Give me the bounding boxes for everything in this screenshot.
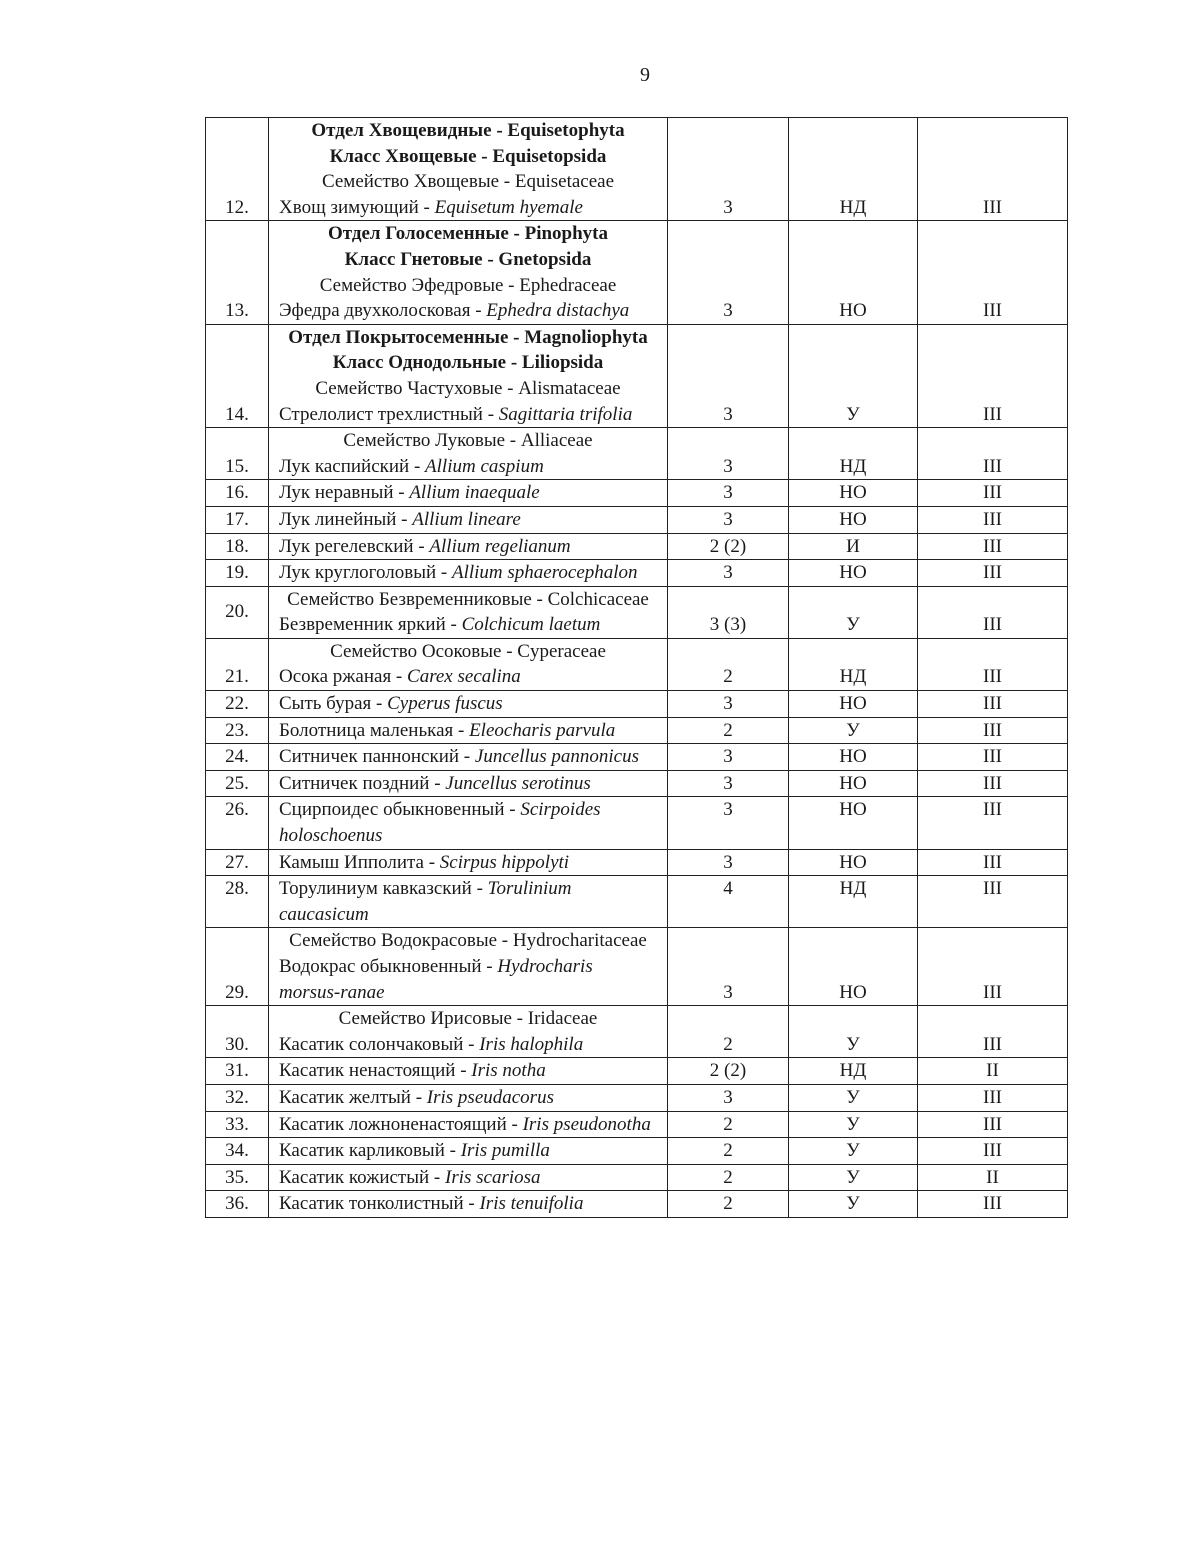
priority-cell: III <box>918 849 1068 876</box>
species-name-cell <box>269 744 668 771</box>
species-name <box>279 534 657 560</box>
row-number: 24. <box>206 744 269 771</box>
category-cell: 3 (3) <box>668 586 789 638</box>
species-name <box>279 771 657 797</box>
priority-cell: III <box>918 770 1068 797</box>
species-name-ru: Торулиниум кавказский - <box>279 878 488 900</box>
species-name-cell <box>269 1006 668 1058</box>
species-name-latin: Allium caspium <box>425 455 544 477</box>
species-name-cell <box>269 1138 668 1165</box>
table-row <box>206 221 1068 324</box>
category-cell: 3 <box>668 480 789 507</box>
species-name <box>279 560 657 586</box>
table-row <box>206 928 1068 1006</box>
category-cell: 2 <box>668 717 789 744</box>
table-row <box>206 744 1068 771</box>
species-name-latin: Juncellus serotinus <box>445 772 591 794</box>
status-cell: И <box>789 533 918 560</box>
species-name-latin: Iris pseudacorus <box>426 1086 554 1108</box>
species-name <box>279 612 657 638</box>
species-name-latin: Iris pumilla <box>460 1140 550 1162</box>
table-row <box>206 1191 1068 1218</box>
row-number: 28. <box>206 876 269 928</box>
species-name-cell <box>269 221 668 324</box>
species-name-latin: Allium inaequale <box>409 482 540 504</box>
category-cell: 3 <box>668 506 789 533</box>
species-name-ru: Лук неравный - <box>279 482 410 504</box>
species-name-cell <box>269 770 668 797</box>
priority-cell: III <box>918 118 1068 221</box>
category-cell: 2 (2) <box>668 533 789 560</box>
species-name-ru: Касатик карликовый - <box>279 1140 461 1162</box>
species-name-cell <box>269 1058 668 1085</box>
species-name-ru: Касатик желтый - <box>279 1086 427 1108</box>
status-cell: НД <box>789 638 918 690</box>
category-cell: 3 <box>668 744 789 771</box>
species-name-cell <box>269 638 668 690</box>
priority-cell: III <box>918 560 1068 587</box>
row-number: 35. <box>206 1164 269 1191</box>
table-row <box>206 1111 1068 1138</box>
family-header: Семейство Безвременниковые - Colchicaceae <box>287 588 649 610</box>
family-header: Семейство Ирисовые - Iridaceae <box>338 1008 598 1030</box>
species-name-latin: Iris tenuifolia <box>479 1193 584 1215</box>
category-cell: 2 <box>668 1164 789 1191</box>
priority-cell: III <box>918 797 1068 849</box>
species-name <box>279 507 657 533</box>
species-name-ru: Ситничек паннонский - <box>279 746 475 768</box>
table-row <box>206 118 1068 221</box>
species-name-latin: Torulinium caucasicum <box>279 878 572 925</box>
species-name-cell <box>269 1191 668 1218</box>
species-name-ru: Водокрас обыкновенный - <box>279 956 498 977</box>
row-number: 12. <box>206 118 269 221</box>
species-name-cell <box>269 717 668 744</box>
taxon-header: Класс Однодольные - Liliopsida <box>332 352 604 374</box>
taxon-header: Отдел Голосеменные - Pinophyta <box>327 223 609 245</box>
table-row <box>206 586 1068 638</box>
category-cell: 3 <box>668 1084 789 1111</box>
category-cell: 3 <box>668 118 789 221</box>
category-cell: 3 <box>668 691 789 718</box>
table-row <box>206 506 1068 533</box>
table-row <box>206 638 1068 690</box>
species-name-latin: Iris notha <box>471 1060 546 1082</box>
row-number: 32. <box>206 1084 269 1111</box>
row-number: 30. <box>206 1006 269 1058</box>
priority-cell: III <box>918 691 1068 718</box>
species-name-latin: Cyperus fuscus <box>387 693 503 715</box>
table-row <box>206 770 1068 797</box>
species-name <box>279 744 657 770</box>
species-name-cell <box>269 928 668 1006</box>
species-name-cell <box>269 797 668 849</box>
species-name <box>279 691 657 717</box>
row-number: 33. <box>206 1111 269 1138</box>
species-name-latin: Allium lineare <box>412 508 521 530</box>
category-cell: 3 <box>668 560 789 587</box>
species-name <box>279 850 657 876</box>
species-name-ru: Камыш Ипполита - <box>279 851 440 873</box>
table-row <box>206 1164 1068 1191</box>
species-name <box>279 1165 657 1191</box>
taxon-header: Класс Гнетовые - Gnetopsida <box>344 248 592 270</box>
category-cell: 2 <box>668 638 789 690</box>
species-name <box>279 1085 657 1111</box>
priority-cell: III <box>918 1111 1068 1138</box>
category-cell: 3 <box>668 849 789 876</box>
species-name-latin: Scirpoides holoschoenus <box>279 799 601 847</box>
row-number: 25. <box>206 770 269 797</box>
family-header: Семейство Хвощевые - Equisetaceae <box>321 171 615 193</box>
category-cell: 2 <box>668 1006 789 1058</box>
table-row <box>206 876 1068 928</box>
species-name-ru: Осока ржаная - <box>279 666 408 688</box>
family-header: Семейство Осоковые - Cyperaceae <box>330 640 606 662</box>
species-name <box>279 1112 657 1138</box>
status-cell: У <box>789 1006 918 1058</box>
taxon-header: Отдел Покрытосеменные - Magnoliophyta <box>288 326 648 348</box>
status-cell: НО <box>789 849 918 876</box>
row-number: 29. <box>206 928 269 1006</box>
species-name-ru: Касатик кожистый - <box>279 1166 445 1188</box>
row-number: 36. <box>206 1191 269 1218</box>
category-cell: 4 <box>668 876 789 928</box>
species-name-cell <box>269 1111 668 1138</box>
species-name <box>279 480 657 506</box>
species-name <box>279 1058 657 1084</box>
species-name-ru: Лук линейный - <box>279 508 413 530</box>
status-cell: НО <box>789 506 918 533</box>
status-cell: У <box>789 717 918 744</box>
species-name-cell <box>269 118 668 221</box>
species-name <box>279 454 657 480</box>
species-name-ru: Стрелолист трехлистный - <box>279 403 499 425</box>
species-name-latin: Ephedra distachya <box>486 300 630 322</box>
row-number: 20. <box>206 586 269 638</box>
category-cell: 3 <box>668 324 789 427</box>
species-name-ru: Касатик солончаковый - <box>279 1033 480 1055</box>
species-name-latin: Iris halophila <box>479 1033 584 1055</box>
species-name-ru: Касатик ненастоящий - <box>279 1060 472 1082</box>
species-name-cell <box>269 876 668 928</box>
table-row <box>206 560 1068 587</box>
species-name-latin: Iris pseudonotha <box>522 1113 651 1135</box>
status-cell: НО <box>789 221 918 324</box>
status-cell: НД <box>789 428 918 480</box>
species-name-ru: Касатик тонколистный - <box>279 1193 480 1215</box>
row-number: 18. <box>206 533 269 560</box>
species-name <box>279 1191 657 1217</box>
category-cell: 2 (2) <box>668 1058 789 1085</box>
table-row <box>206 533 1068 560</box>
species-name-cell <box>269 691 668 718</box>
species-name-latin: Iris scariosa <box>445 1166 541 1188</box>
species-name <box>279 718 657 744</box>
species-name-cell <box>269 480 668 507</box>
category-cell: 3 <box>668 797 789 849</box>
table-row <box>206 428 1068 480</box>
species-name-latin: Colchicum laetum <box>461 614 601 636</box>
row-number: 23. <box>206 717 269 744</box>
species-table <box>205 117 1068 1218</box>
row-number: 31. <box>206 1058 269 1085</box>
row-number: 27. <box>206 849 269 876</box>
species-name-ru: Хвощ зимующий - <box>279 196 435 218</box>
table-row <box>206 480 1068 507</box>
status-cell: У <box>789 324 918 427</box>
category-cell: 2 <box>668 1138 789 1165</box>
priority-cell: III <box>918 533 1068 560</box>
species-name-ru: Касатик ложноненастоящий - <box>279 1113 523 1135</box>
species-name-latin: Sagittaria trifolia <box>498 403 633 425</box>
table-row <box>206 324 1068 427</box>
species-name-ru: Сыть бурая - <box>279 693 388 715</box>
table-row <box>206 849 1068 876</box>
row-number: 22. <box>206 691 269 718</box>
status-cell: У <box>789 1138 918 1165</box>
table-row <box>206 691 1068 718</box>
priority-cell: III <box>918 1006 1068 1058</box>
status-cell: НО <box>789 770 918 797</box>
status-cell: У <box>789 1084 918 1111</box>
species-name <box>279 402 657 428</box>
category-cell: 2 <box>668 1191 789 1218</box>
row-number: 13. <box>206 221 269 324</box>
status-cell: НО <box>789 691 918 718</box>
status-cell: НД <box>789 876 918 928</box>
category-cell: 3 <box>668 221 789 324</box>
species-name-ru: Ситничек поздний - <box>279 772 446 794</box>
priority-cell: II <box>918 1058 1068 1085</box>
species-name <box>279 954 657 1005</box>
species-name-cell <box>269 849 668 876</box>
species-name-latin: Allium regelianum <box>429 535 571 557</box>
page-number: 9 <box>640 64 650 86</box>
row-number: 17. <box>206 506 269 533</box>
status-cell: НО <box>789 744 918 771</box>
family-header: Семейство Луковые - Alliaceae <box>343 430 593 452</box>
taxon-header: Отдел Хвощевидные - Equisetophyta <box>311 120 625 141</box>
status-cell: НО <box>789 560 918 587</box>
row-number: 16. <box>206 480 269 507</box>
table-row <box>206 717 1068 744</box>
species-name-ru: Эфедра двухколосковая - <box>279 300 487 322</box>
row-number: 34. <box>206 1138 269 1165</box>
priority-cell: III <box>918 876 1068 928</box>
category-cell: 3 <box>668 770 789 797</box>
priority-cell: III <box>918 717 1068 744</box>
table-row <box>206 1006 1068 1058</box>
taxon-header: Класс Хвощевые - Equisetopsida <box>329 145 607 167</box>
category-cell: 3 <box>668 428 789 480</box>
priority-cell: II <box>918 1164 1068 1191</box>
species-name-cell <box>269 1084 668 1111</box>
row-number: 21. <box>206 638 269 690</box>
species-name <box>279 664 657 690</box>
priority-cell: III <box>918 1138 1068 1165</box>
species-name-latin: Allium sphaerocephalon <box>451 562 638 584</box>
status-cell: У <box>789 1164 918 1191</box>
species-name-cell <box>269 506 668 533</box>
priority-cell: III <box>918 506 1068 533</box>
status-cell: У <box>789 586 918 638</box>
species-name-latin: Hydrocharis morsus-ranae <box>279 956 593 1003</box>
species-name-latin: Eleocharis parvula <box>469 719 616 741</box>
priority-cell: III <box>918 744 1068 771</box>
species-name-ru: Лук круглоголовый - <box>279 562 452 584</box>
species-name-latin: Scirpus hippolyti <box>439 851 570 873</box>
table-row <box>206 1084 1068 1111</box>
species-name-ru: Лук каспийский - <box>279 455 426 477</box>
status-cell: У <box>789 1111 918 1138</box>
row-number: 15. <box>206 428 269 480</box>
species-name-ru: Лук регелевский - <box>279 535 430 557</box>
row-number: 14. <box>206 324 269 427</box>
status-cell: НД <box>789 118 918 221</box>
priority-cell: III <box>918 221 1068 324</box>
species-table-body <box>206 118 1068 1218</box>
species-name-ru: Безвременник яркий - <box>279 614 462 636</box>
species-name-latin: Equisetum hyemale <box>434 196 583 218</box>
row-number: 26. <box>206 797 269 849</box>
species-name-cell <box>269 560 668 587</box>
species-name-cell <box>269 586 668 638</box>
species-name <box>279 797 657 848</box>
priority-cell: III <box>918 1084 1068 1111</box>
priority-cell: III <box>918 638 1068 690</box>
priority-cell: III <box>918 324 1068 427</box>
table-row <box>206 1058 1068 1085</box>
species-name-ru: Болотница маленькая - <box>279 719 470 741</box>
row-number: 19. <box>206 560 269 587</box>
species-name <box>279 1138 657 1164</box>
species-name <box>279 298 657 324</box>
priority-cell: III <box>918 1191 1068 1218</box>
species-name-latin: Carex secalina <box>407 666 521 688</box>
priority-cell: III <box>918 586 1068 638</box>
species-name-cell <box>269 533 668 560</box>
status-cell: У <box>789 1191 918 1218</box>
family-header: Семейство Водокрасовые - Hydrocharitaceae <box>289 930 647 952</box>
category-cell: 3 <box>668 928 789 1006</box>
species-name-cell <box>269 324 668 427</box>
status-cell: НО <box>789 480 918 507</box>
family-header: Семейство Эфедровые - Ephedraceae <box>319 274 617 296</box>
species-name <box>279 195 657 221</box>
species-name-cell <box>269 428 668 480</box>
status-cell: НО <box>789 797 918 849</box>
species-name <box>279 1032 657 1058</box>
priority-cell: III <box>918 428 1068 480</box>
priority-cell: III <box>918 928 1068 1006</box>
table-row <box>206 797 1068 849</box>
species-name <box>279 876 657 927</box>
family-header: Семейство Частуховые - Alismataceae <box>315 377 621 399</box>
status-cell: НО <box>789 928 918 1006</box>
priority-cell: III <box>918 480 1068 507</box>
species-name-ru: Сцирпоидес обыкновенный - <box>279 799 521 821</box>
species-name-cell <box>269 1164 668 1191</box>
species-name-latin: Juncellus pannonicus <box>474 746 639 768</box>
table-row <box>206 1138 1068 1165</box>
category-cell: 2 <box>668 1111 789 1138</box>
status-cell: НД <box>789 1058 918 1085</box>
